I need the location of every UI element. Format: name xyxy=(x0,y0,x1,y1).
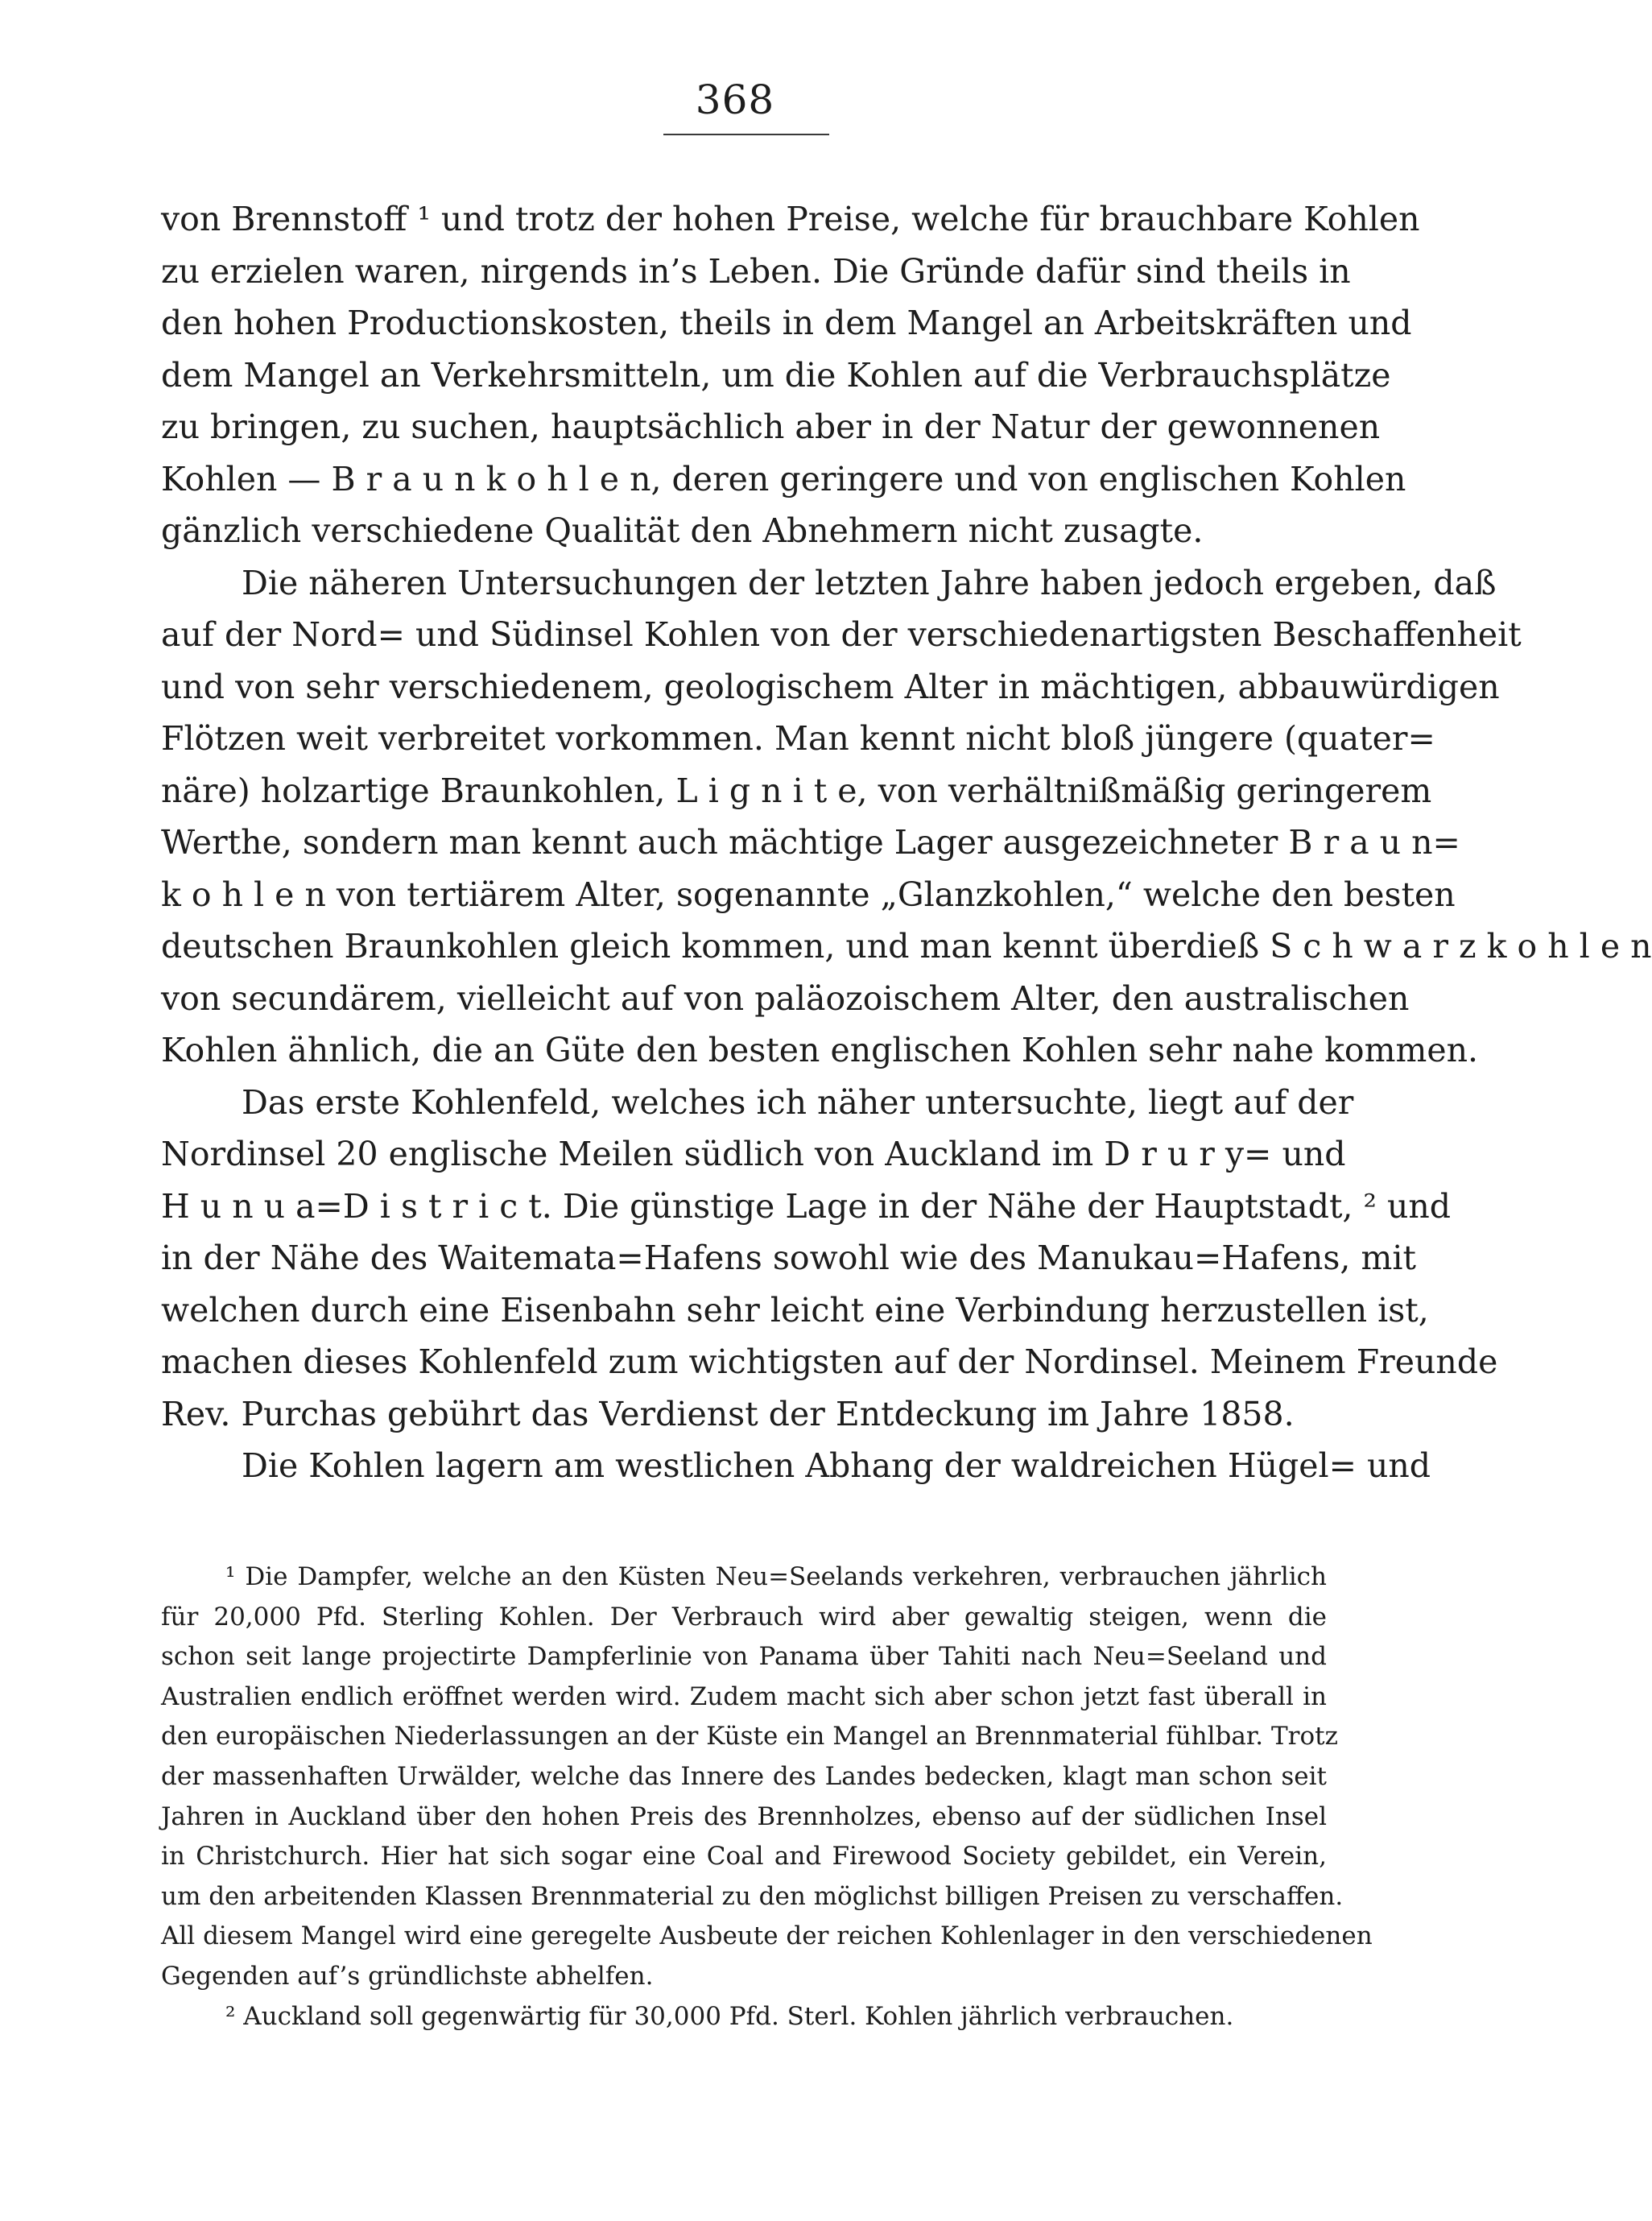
footnote-line: Australien endlich eröffnet werden wird. Zudem macht sich aber schon jetzt fast überall in xyxy=(161,1681,1327,1711)
text-line: dem Mangel an Verkehrsmitteln, um die Kohlen auf die Verbrauchsplätze xyxy=(161,355,1391,395)
header-rule xyxy=(663,134,829,135)
footnote-line: ¹ Die Dampfer, welche an den Küsten Neu=Seelands verkehren, verbrauchen jährlich xyxy=(225,1562,1327,1591)
text-line: Werthe, sondern man kennt auch mächtige Lager ausgezeichneter B r a u n= xyxy=(161,823,1460,862)
text-line: und von sehr verschiedenem, geologischem Alter in mächtigen, abbauwürdigen xyxy=(161,667,1500,706)
footnote-line: der massenhaften Urwälder, welche das Innere des Landes bedecken, klagt man schon seit xyxy=(161,1761,1327,1791)
text-line: Flötzen weit verbreitet vorkommen. Man kennt nicht bloß jüngere (quater= xyxy=(161,719,1435,758)
text-line: Das erste Kohlenfeld, welches ich näher untersuchte, liegt auf der xyxy=(242,1082,1354,1122)
footnote-line: in Christchurch. Hier hat sich sogar eine Coal and Firewood Society gebildet, ein Verein, xyxy=(161,1842,1327,1872)
footnote-line: den europäischen Niederlassungen an der Küste ein Mangel an Brennmaterial fühlbar. Trotz xyxy=(161,1722,1338,1752)
text-line: Kohlen — B r a u n k o h l e n, deren geringere und von englischen Kohlen xyxy=(161,459,1406,498)
text-line: Rev. Purchas gebührt das Verdienst der Entdeckung im Jahre 1858. xyxy=(161,1394,1295,1433)
footnote-line: Gegenden auf’s gründlichste abhelfen. xyxy=(161,1961,654,1991)
footnote-line: ² Auckland soll gegenwärtig für 30,000 Pfd. Sterl. Kohlen jährlich verbrauchen. xyxy=(225,2001,1234,2031)
text-line: zu erzielen waren, nirgends in’s Leben. Die Gründe dafür sind theils in xyxy=(161,251,1351,291)
page-number: 368 xyxy=(695,77,775,123)
text-line: von Brennstoff ¹ und trotz der hohen Preise, welche für brauchbare Kohlen xyxy=(161,200,1420,238)
text-line: auf der Nord= und Südinsel Kohlen von der verschiedenartigsten Beschaffenheit xyxy=(161,615,1522,654)
footnote-line: All diesem Mangel wird eine geregelte Ausbeute der reichen Kohlenlager in den verschiedenen xyxy=(161,1921,1373,1951)
text-line: Die näheren Untersuchungen der letzten Jahre haben jedoch ergeben, daß xyxy=(242,563,1497,602)
body-text xyxy=(161,193,1652,1492)
text-line: machen dieses Kohlenfeld zum wichtigsten auf der Nordinsel. Meinem Freunde xyxy=(161,1342,1498,1381)
text-line: Nordinsel 20 englische Meilen südlich von Auckland im D r u r y= und xyxy=(161,1135,1346,1173)
text-line: H u n u a=D i s t r i c t. Die günstige Lage in der Nähe der Hauptstadt, ² und xyxy=(161,1186,1452,1226)
text-line: Die Kohlen lagern am westlichen Abhang der waldreichen Hügel= und xyxy=(242,1446,1431,1485)
text-line: gänzlich verschiedene Qualität den Abnehmern nicht zusagte. xyxy=(161,511,1204,550)
text-line: k o h l e n von tertiärem Alter, sogenannte „Glanzkohlen,“ welche den besten xyxy=(161,875,1456,914)
text-line: näre) holzartige Braunkohlen, L i g n i t e, von verhältnißmäßig geringerem xyxy=(161,771,1432,810)
text-line: von secundärem, vielleicht auf von paläozoischem Alter, den australischen xyxy=(161,978,1410,1018)
text-line: zu bringen, zu suchen, hauptsächlich aber in der Natur der gewonnenen xyxy=(161,407,1381,446)
footnote-line: Jahren in Auckland über den hohen Preis des Brennholzes, ebenso auf der südlichen Insel xyxy=(161,1801,1327,1831)
text-line: den hohen Productionskosten, theils in dem Mangel an Arbeitskräften und xyxy=(161,304,1412,342)
text-line: deutschen Braunkohlen gleich kommen, und man kennt überdieß S c h w a r z k o h l e n xyxy=(161,927,1652,966)
text-line: welchen durch eine Eisenbahn sehr leicht eine Verbindung herzustellen ist, xyxy=(161,1290,1429,1330)
footnote-line: schon seit lange projectirte Dampferlinie von Panama über Tahiti nach Neu=Seeland und xyxy=(161,1642,1327,1672)
text-line: Kohlen ähnlich, die an Güte den besten englischen Kohlen sehr nahe kommen. xyxy=(161,1031,1479,1069)
footnotes xyxy=(161,1557,1373,2037)
footnote-line: um den arbeitenden Klassen Brennmaterial zu den möglichst billigen Preisen zu verschaffen. xyxy=(161,1881,1344,1911)
text-line: in der Nähe des Waitemata=Hafens sowohl wie des Manukau=Hafens, mit xyxy=(161,1239,1416,1277)
footnote-line: für 20,000 Pfd. Sterling Kohlen. Der Verbrauch wird aber gewaltig steigen, wenn die xyxy=(161,1602,1327,1632)
